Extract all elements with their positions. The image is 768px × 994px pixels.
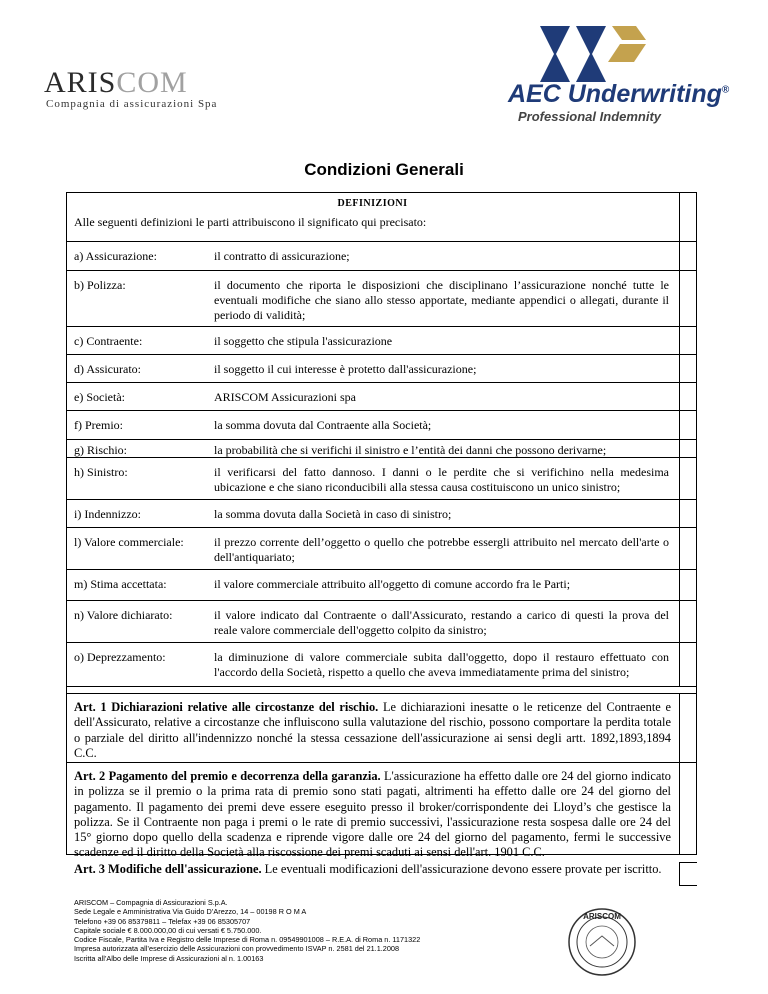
definition-row [66,355,679,383]
definition-term: o) Deprezzamento: [74,650,166,664]
definition-row [66,458,679,500]
definition-row [66,528,679,570]
article-heading: Art. 2 Pagamento del premio e decorrenza della garanzia. [74,769,381,783]
definition-text: il verificarsi del fatto dannoso. I danni o le perdite che si verifichino nella medesima ubicazione e che siano riconducibili alla stessa causa costituiscono un unico sinistro; [214,465,669,494]
footer-line: Impresa autorizzata all’esercizio delle Assicurazioni con provvedimento ISVAP n. 2581 del 21.1.2008 [74,944,400,954]
definition-term: f) Premio: [74,418,123,432]
definition-row [66,643,679,687]
definition-row [66,411,679,440]
definition-term: a) Assicurazione: [74,249,157,263]
article-body: Le eventuali modificazioni dell'assicurazione devono essere provate per iscritto. [261,862,662,876]
company-footer [74,898,574,963]
ariscom-subtitle: Compagnia di assicurazioni Spa [46,98,218,110]
article-body: Le dichiarazioni inesatte o le reticenze del Contraente e dell'Assicurato, relative a circostanze che influiscono sulla valutazione del rischio, possono comportare la perdita totale o parziale del diritto all'indennizzo nonché la stessa cessazione dell'assicurazione ai sensi degli artt. 1892,1893,1894 C.C. [74,700,672,760]
ariscom-logo [34,58,234,118]
margin-cell [679,763,697,855]
definition-term: l) Valore commerciale: [74,535,184,549]
article-row [66,763,679,860]
definition-text: la somma dovuta dal Contraente alla Società; [214,418,432,432]
definition-text: il valore indicato dal Contraente o dall'Assicurato, restando a carico di questi la prova del reale valore commerciale dell'oggetto colpito da sinistro; [214,608,669,637]
margin-cell [679,271,697,327]
margin-cell [679,601,697,643]
definition-row [66,271,679,327]
definition-row [66,570,679,601]
margin-cell [679,528,697,570]
margin-cell [679,694,697,763]
article-row [66,694,679,763]
margin-cell [679,355,697,383]
margin-cell [679,570,697,601]
definition-row [66,242,679,271]
definition-term: h) Sinistro: [74,465,128,479]
definitions-title: DEFINIZIONI [337,198,408,209]
definition-row [66,500,679,528]
footer-line: Iscritta all’Albo delle Imprese di Assicurazioni al n. 1.00163 [74,953,264,963]
margin-cell [679,862,697,886]
definition-text: il documento che riporta le disposizioni che disciplinano l’assicurazione nonché tutte le eventuali modifiche che siano allo stesso apportate, mediante appendici o allegati, durante il periodo di validità; [214,278,669,322]
definition-text: il soggetto il cui interesse è protetto dall'assicurazione; [214,362,477,376]
footer-line: ARISCOM – Compagnia di Assicurazioni S.p.A. [74,898,228,907]
definition-text: ARISCOM Assicurazioni spa [214,390,356,404]
definition-text: il prezzo corrente dell’oggetto o quello che potrebbe essergli attribuito nel mercato dell'arte o dell'antiquariato; [214,535,669,564]
margin-cell [679,383,697,411]
definition-row [66,601,679,643]
margin-cell [679,440,697,458]
definitions-header [66,192,679,242]
footer-line: Telefono +39 06 85379811 – Telefax +39 06 85305707 [74,916,251,926]
certification-seal-icon [566,906,638,978]
definition-text: il soggetto che stipula l'assicurazione [214,334,393,348]
definition-term: d) Assicurato: [74,362,141,376]
footer-line: Capitale sociale € 8.000.000,00 di cui versati € 5.750.000. [74,925,262,935]
definition-text: il contratto di assicurazione; [214,249,350,263]
article-heading: Art. 3 Modifiche dell'assicurazione. [74,862,262,876]
margin-cell [679,242,697,271]
definition-text: la somma dovuta dalla Società in caso di sinistro; [214,507,452,521]
ariscom-wordmark: ARISCOM [44,66,188,99]
definition-term: m) Stima accettata: [74,577,167,591]
aec-tagline: Professional Indemnity [518,109,662,124]
margin-cell [679,327,697,355]
aec-name: AEC Underwriting® [508,80,730,108]
aec-underwriting-logo [488,22,728,126]
definition-term: g) Rischio: [74,443,127,457]
definitions-intro: Alle seguenti definizioni le parti attribuiscono il significato qui precisato: [74,215,427,229]
margin-cell [679,500,697,528]
definition-text: la diminuzione di valore commerciale subita dall'oggetto, dopo il restauro effettuato con l'accordo della Società, rispetto a quello che aveva immediatamente prima del sinistro; [214,650,669,679]
seal-text: ARISCOM [583,912,621,921]
footer-line: Codice Fiscale, Partita Iva e Registro delle Imprese di Roma n. 09549901008 – R.E.A. di Roma n. 1171322 [74,935,421,945]
definition-term: i) Indennizzo: [74,507,141,521]
document-title: Condizioni Generali [304,160,464,179]
article-2 [74,769,671,861]
margin-cell [679,192,697,242]
definition-term: e) Società: [74,390,125,404]
article-3 [74,862,671,877]
margin-cell [679,411,697,440]
definition-term: b) Polizza: [74,278,126,292]
article-1 [74,700,671,761]
definition-row [66,383,679,411]
margin-cell [679,458,697,500]
footer-line: Sede Legale e Amministrativa Via Guido D’Arezzo, 14 – 00198 R O M A [74,907,307,917]
section-separator [66,687,697,694]
definition-term: n) Valore dichiarato: [74,608,173,622]
definition-text: la probabilità che si verifichi il sinistro e l’entità dei danni che possono derivarne; [214,443,607,457]
definition-text: il valore commerciale attribuito all'oggetto di comune accordo fra le Parti; [214,577,571,591]
article-body: L'assicurazione ha effetto dalle ore 24 del giorno indicato in polizza se il premio o la prima rata di premio sono stati pagati, altrimenti ha effetto dalle ore 24 del giorno del pagamento. Il pagamento dei premi deve essere eseguito presso il broker/corrispondente dei Lloyd’s che gestisce la polizza. Se il Contraente non paga i premi o le rate di premio successivi, l'assicurazione resta sospesa dalle ore 24 del 15° giorno dopo quello della scadenza e riprende vigore dalle ore 24 del giorno del pagamento, fermi le successive scadenze ed il diritto della Società alla riscossione dei premi scaduti ai sensi dell'art. 1901 C.C. [74,769,671,860]
definition-row [66,440,679,458]
definition-row [66,327,679,355]
definition-term: c) Contraente: [74,334,143,348]
margin-cell [679,643,697,687]
chevron-mark-icon [528,22,648,86]
article-heading: Art. 1 Dichiarazioni relative alle circostanze del rischio. [74,700,379,714]
